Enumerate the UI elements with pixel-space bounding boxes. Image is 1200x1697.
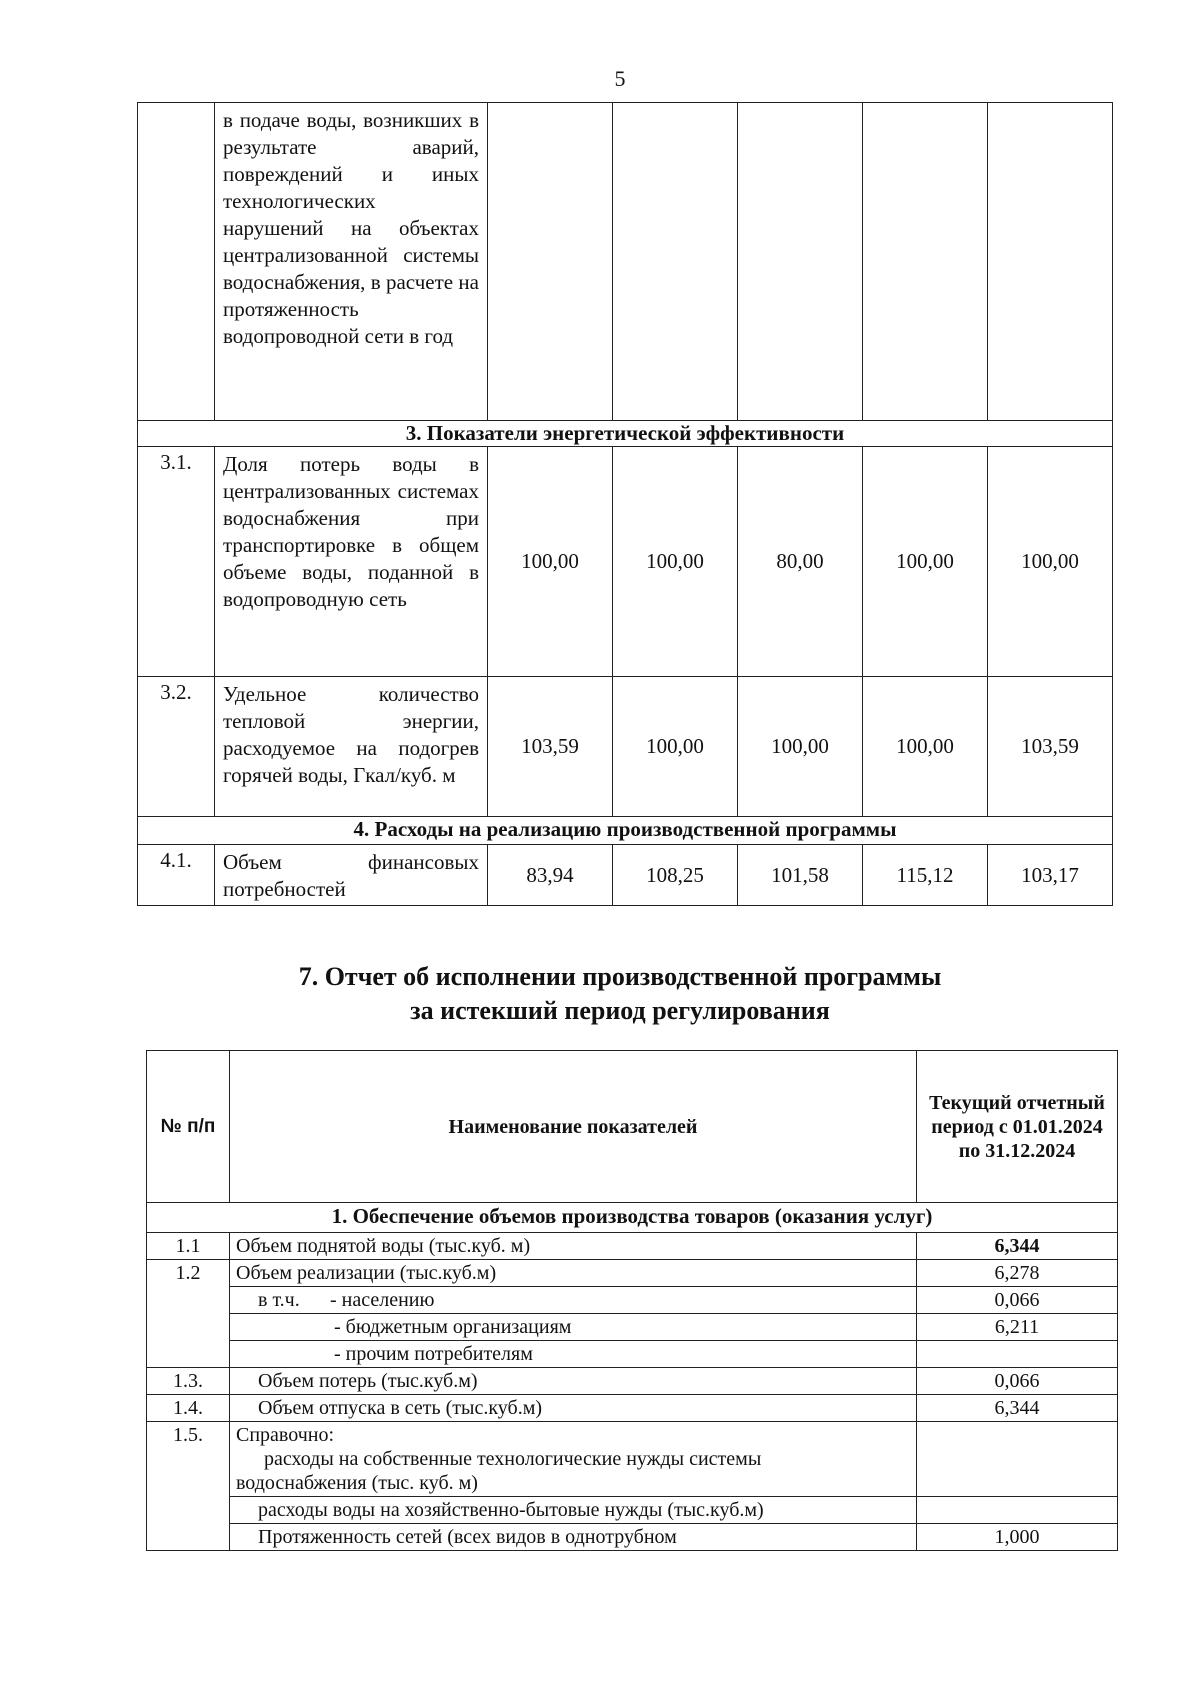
table-row bbox=[147, 1314, 1118, 1341]
table-row bbox=[138, 103, 1113, 421]
indicator-name: в подаче воды, возникших в результате аварий, повреждений и иных технологических нарушений на объектах централизованной системы водоснабжения, в расчете на протяженность водопроводной сети в год bbox=[215, 103, 488, 421]
value-cell bbox=[863, 103, 988, 421]
reference-label: Справочно: bbox=[236, 1424, 335, 1446]
subitem-label: - населению bbox=[330, 1289, 435, 1311]
value-cell bbox=[988, 103, 1113, 421]
indicator-value: 6,344 bbox=[917, 1233, 1118, 1260]
row-number: 1.2 bbox=[147, 1260, 230, 1368]
value-cell: 108,25 bbox=[613, 845, 738, 906]
value-cell: 100,00 bbox=[863, 677, 988, 817]
value-cell bbox=[488, 103, 613, 421]
indicator-value bbox=[917, 1341, 1118, 1368]
table-row bbox=[138, 447, 1113, 677]
table-row bbox=[147, 1233, 1118, 1260]
indicator-name: Объем поднятой воды (тыс.куб. м) bbox=[230, 1233, 917, 1260]
heading-line-2: за истекший период регулирования bbox=[410, 996, 830, 1025]
row-number: 1.3. bbox=[147, 1368, 230, 1395]
indicator-name: расходы воды на хозяйственно-бытовые нужды (тыс.куб.м) bbox=[230, 1497, 917, 1524]
indicator-value: 6,211 bbox=[917, 1314, 1118, 1341]
table-row bbox=[147, 1260, 1118, 1287]
value-cell: 100,00 bbox=[613, 447, 738, 677]
table-row bbox=[147, 1524, 1118, 1551]
value-cell: 100,00 bbox=[488, 447, 613, 677]
value-cell: 100,00 bbox=[863, 447, 988, 677]
section-heading bbox=[0, 960, 1200, 1028]
value-cell: 100,00 bbox=[613, 677, 738, 817]
indicator-value: 6,278 bbox=[917, 1260, 1118, 1287]
value-cell: 103,17 bbox=[988, 845, 1113, 906]
indicator-name-line: расходы на собственные технологические нужды системы bbox=[264, 1448, 762, 1470]
table-row bbox=[147, 1395, 1118, 1422]
indicator-name-line: водоснабжения (тыс. куб. м) bbox=[236, 1472, 478, 1494]
indicator-value: 0,066 bbox=[917, 1287, 1118, 1314]
indicator-name: Объем финансовых потребностей bbox=[215, 845, 488, 906]
value-cell: 100,00 bbox=[988, 447, 1113, 677]
indicator-name: Объем отпуска в сеть (тыс.куб.м) bbox=[230, 1395, 917, 1422]
row-number: 3.1. bbox=[138, 447, 215, 677]
table-row bbox=[147, 1341, 1118, 1368]
indicator-name bbox=[230, 1287, 917, 1314]
table-row bbox=[147, 1287, 1118, 1314]
section-row bbox=[147, 1203, 1118, 1233]
table-row bbox=[138, 845, 1113, 906]
report-table bbox=[146, 1050, 1118, 1551]
section-title: 3. Показатели энергетической эффективности bbox=[138, 421, 1113, 447]
row-number: 3.2. bbox=[138, 677, 215, 817]
header-row bbox=[147, 1051, 1118, 1203]
section-title: 4. Расходы на реализацию производственной программы bbox=[138, 817, 1113, 845]
header-num: № п/п bbox=[147, 1051, 230, 1203]
row-number: 1.4. bbox=[147, 1395, 230, 1422]
indicator-value: 6,344 bbox=[917, 1395, 1118, 1422]
table-row bbox=[147, 1497, 1118, 1524]
indicator-value bbox=[917, 1497, 1118, 1524]
value-cell: 101,58 bbox=[738, 845, 863, 906]
value-cell: 103,59 bbox=[488, 677, 613, 817]
indicator-name: - прочим потребителям bbox=[230, 1341, 917, 1368]
indicator-name: Протяженность сетей (всех видов в однотрубном bbox=[230, 1524, 917, 1551]
indicator-name bbox=[230, 1422, 917, 1497]
indicator-name: Удельное количество тепловой энергии, расходуемое на подогрев горячей воды, Гкал/куб. м bbox=[215, 677, 488, 817]
indicators-table bbox=[137, 102, 1113, 906]
section-row bbox=[138, 817, 1113, 845]
row-number: 1.5. bbox=[147, 1422, 230, 1551]
indicator-value: 1,000 bbox=[917, 1524, 1118, 1551]
indicator-name: - бюджетным организациям bbox=[230, 1314, 917, 1341]
section-title: 1. Обеспечение объемов производства товаров (оказания услуг) bbox=[147, 1203, 1118, 1233]
including-label: в т.ч. bbox=[258, 1289, 300, 1311]
indicator-name: Объем реализации (тыс.куб.м) bbox=[230, 1260, 917, 1287]
heading-line-1: 7. Отчет об исполнении производственной программы bbox=[298, 962, 942, 991]
indicator-name: Доля потерь воды в централизованных системах водоснабжения при транспортировке в общем объеме воды, поданной в водопроводную сеть bbox=[215, 447, 488, 677]
indicator-name: Объем потерь (тыс.куб.м) bbox=[230, 1368, 917, 1395]
value-cell bbox=[613, 103, 738, 421]
indicator-value bbox=[917, 1422, 1118, 1497]
value-cell: 83,94 bbox=[488, 845, 613, 906]
value-cell: 100,00 bbox=[738, 677, 863, 817]
table-row bbox=[147, 1368, 1118, 1395]
header-period: Текущий отчетный период с 01.01.2024 по 31.12.2024 bbox=[917, 1051, 1118, 1203]
value-cell: 103,59 bbox=[988, 677, 1113, 817]
value-cell bbox=[738, 103, 863, 421]
page-number: 5 bbox=[614, 66, 626, 91]
value-cell: 115,12 bbox=[863, 845, 988, 906]
header-name: Наименование показателей bbox=[230, 1051, 917, 1203]
table-row bbox=[147, 1422, 1118, 1497]
row-number: 1.1 bbox=[147, 1233, 230, 1260]
section-row bbox=[138, 421, 1113, 447]
value-cell: 80,00 bbox=[738, 447, 863, 677]
table-row bbox=[138, 677, 1113, 817]
row-number-cell bbox=[138, 103, 215, 421]
row-number: 4.1. bbox=[138, 845, 215, 906]
indicator-value: 0,066 bbox=[917, 1368, 1118, 1395]
